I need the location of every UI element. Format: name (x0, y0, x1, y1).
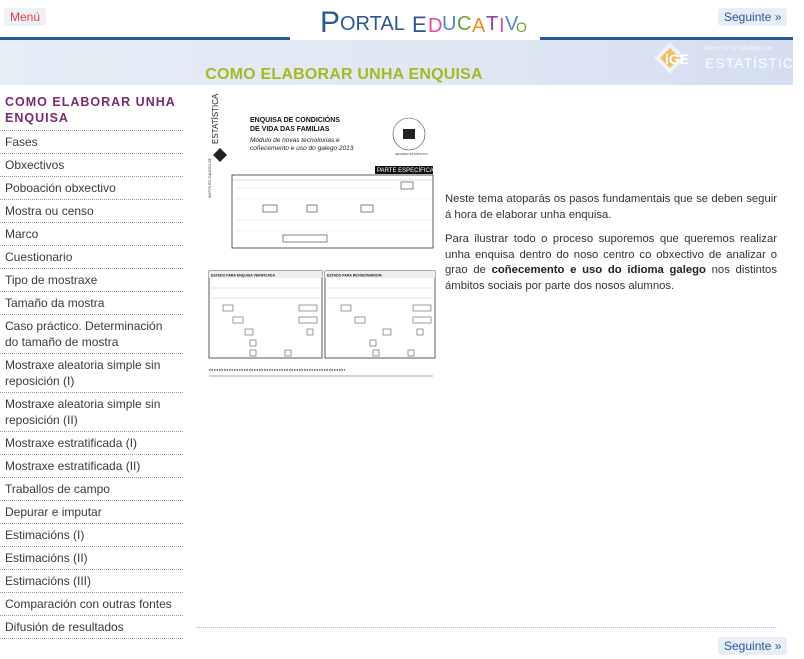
logo-letter-v: V (505, 13, 519, 35)
logo-letter-i: I (499, 15, 505, 37)
context-paragraph: Para ilustrar todo o proceso suporemos que queremos realizar unha enquisa dentro do noso centro co obxectivo de analizar o grao de coñecemento e uso do idioma galego nos distintos ámbitos sociais por parte dos nosos alumnos. (445, 233, 777, 292)
doc-subtitle-line2: coñecemento e uso do galego 2013 (250, 145, 354, 152)
sidebar-item-comparacion[interactable]: Comparación con outras fontes (0, 593, 183, 616)
sidebar-item-marco[interactable]: Marco (0, 223, 183, 246)
sidebar-item-traballos-campo[interactable]: Traballos de campo (0, 478, 183, 501)
ige-logo-text: ESTATÍSTICA (705, 55, 804, 71)
sidebar-title[interactable]: COMO ELABORAR UNHA ENQUISA (0, 88, 183, 131)
survey-form-image (205, 93, 435, 380)
survey-form-illustration (205, 93, 435, 380)
sidebar-item-estimacions-2[interactable]: Estimacións (II) (0, 547, 183, 570)
logo-letter-a: A (472, 15, 486, 37)
doc-subtitle-line1: Módulo de novas tecnoloxías e (250, 137, 340, 144)
doc-stamp-text: SEGREDO ESTATÍSTICO (395, 152, 428, 156)
sidebar-item-estratificada-2[interactable]: Mostraxe estratificada (II) (0, 455, 183, 478)
logo-letter-d: D (428, 15, 443, 37)
sidebar-item-mostra-censo[interactable]: Mostra ou censo (0, 200, 183, 223)
logo-letter-t: T (486, 13, 499, 35)
doc-vertical-label: ESTATÍSTICA (211, 93, 220, 144)
sidebar-item-estratificada-1[interactable]: Mostraxe estratificada (I) (0, 432, 183, 455)
sidebar-item-caso-practico[interactable]: Caso práctico. Determinación do tamaño de mostra (0, 315, 183, 354)
sidebar-item-depurar[interactable]: Depurar e imputar (0, 501, 183, 524)
doc-specific-part: PARTE ESPECÍFICA (377, 168, 434, 174)
top-bar (0, 0, 793, 38)
sidebar-item-mas-2[interactable]: Mostraxe aleatoria simple sin reposición (II) (0, 393, 183, 432)
sidebar-item-tipo-mostraxe[interactable]: Tipo de mostraxe (0, 269, 183, 292)
sidebar-item-obxectivos[interactable]: Obxectivos (0, 154, 183, 177)
sidebar (0, 88, 183, 639)
intro-paragraph: Neste tema atoparás os pasos fundamentais que se deben seguir á hora de elaborar unha enquisa. (445, 193, 777, 221)
sidebar-item-mas-1[interactable]: Mostraxe aleatoria simple sin reposición (I) (0, 354, 183, 393)
logo-letter-e: E (412, 12, 427, 37)
footer-divider (196, 627, 776, 628)
next-button-top[interactable]: Seguinte » (718, 8, 787, 26)
sidebar-item-difusion[interactable]: Difusión de resultados (0, 616, 183, 639)
ige-logo-subtext: INSTITUTO GALEGO DE (705, 46, 774, 52)
highlight-text: coñecemento e uso do idioma galego (491, 264, 706, 276)
page-title: COMO ELABORAR UNHA ENQUISA (205, 66, 483, 83)
sidebar-item-estimacions-3[interactable]: Estimacións (III) (0, 570, 183, 593)
logo-letter-u: U (442, 13, 457, 35)
logo-letter-c: C (457, 13, 472, 35)
sidebar-item-tamano-mostra[interactable]: Tamaño da mostra (0, 292, 183, 315)
logo-letter-o: O (516, 19, 527, 35)
sidebar-item-fases[interactable]: Fases (0, 131, 183, 154)
doc-title-line1: ENQUISA DE CONDICIÓNS (250, 117, 340, 124)
doc-box-left-title: ESTADO PARA ENQUISA VERIFICADA (211, 273, 275, 278)
sidebar-item-estimacions-1[interactable]: Estimacións (I) (0, 524, 183, 547)
sidebar-item-cuestionario[interactable]: Cuestionario (0, 246, 183, 269)
menu-button[interactable]: Menú (4, 8, 46, 26)
logo-word-portal: ORTAL (340, 13, 405, 35)
logo-letter-p: P (320, 6, 341, 39)
next-button-bottom[interactable]: Seguinte » (718, 637, 787, 655)
doc-title-line2: DE VIDA DAS FAMILIAS (250, 126, 330, 133)
doc-box-right-title: ESTADO PARA REVISIÓN/MODIF. (327, 273, 383, 278)
main-content (445, 192, 777, 303)
portal-educativo-logo[interactable] (316, 0, 526, 42)
svg-text:iGE: iGE (665, 51, 690, 67)
doc-vertical-sublabel: INSTITUTO GALEGO DE (208, 158, 212, 198)
sidebar-item-poboacion[interactable]: Poboación obxectivo (0, 177, 183, 200)
